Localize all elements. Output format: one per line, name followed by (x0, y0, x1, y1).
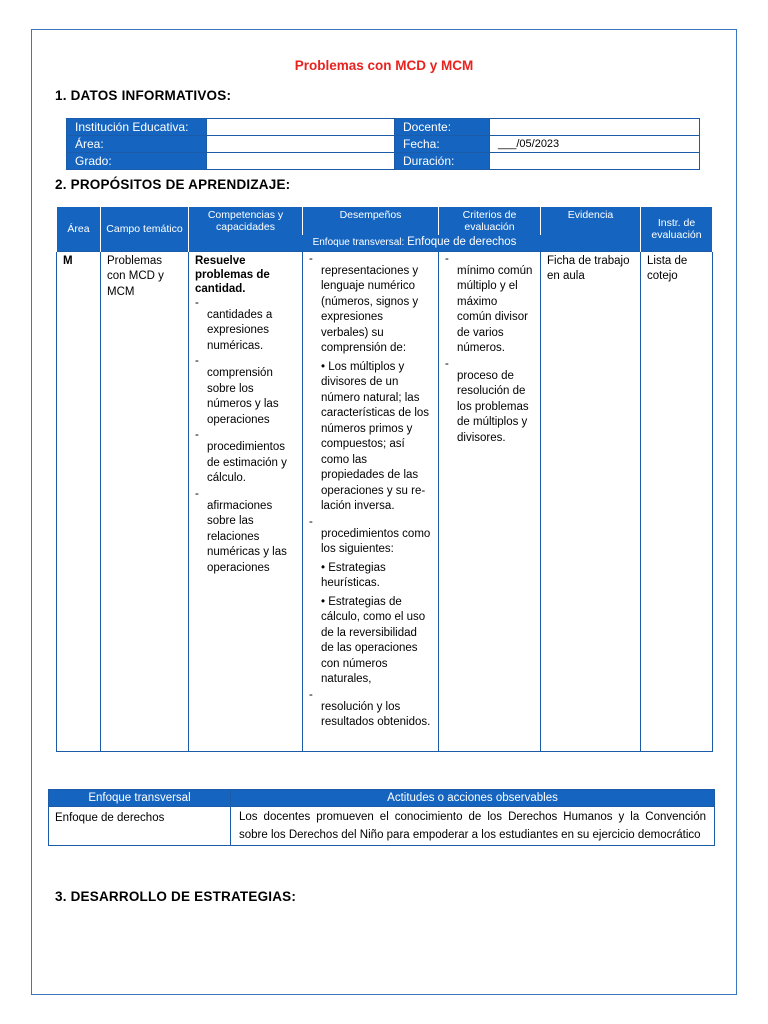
desempeno-text: resolución y los resultados obtenidos. (321, 700, 431, 728)
cell-desempenos (303, 251, 439, 751)
area-label: Área: (67, 136, 207, 153)
docente-field[interactable] (490, 119, 700, 136)
dash-marker: - (195, 487, 199, 500)
enfoque-header-right: Actitudes o acciones observables (231, 790, 715, 807)
criterio-text: mínimo común múltiplo y el máximo común divisor de varios números. (457, 264, 533, 354)
enfoque-header-left: Enfoque transversal (49, 790, 231, 807)
enfoque-table (48, 789, 715, 846)
cell-evidencia: Ficha de trabajo en aula (541, 251, 641, 751)
col-header-criterios: Criterios de evaluación (439, 207, 541, 235)
cell-instr: Lista de cotejo (641, 251, 713, 751)
desempeno-text: representaciones y lenguaje numérico (números, signos y expresiones verbales) su comprensión de: (321, 264, 419, 354)
info-row (67, 153, 700, 170)
institucion-field[interactable] (207, 119, 395, 136)
header-row (57, 207, 713, 235)
col-header-campo: Campo temático (101, 207, 189, 251)
criterio-text: proceso de resolución de los problemas de múltiplos y divisores. (457, 369, 529, 444)
capacidad-text: cantidades a expresiones numéricas. (207, 308, 273, 352)
col-header-competencias: Competencias y capacidades (189, 207, 303, 235)
capacidad-text: afirmaciones sobre las relaciones numéricas y las operaciones (207, 499, 287, 574)
col-header-instr: Instr. de evaluación (641, 207, 713, 251)
dash-marker: - (445, 357, 449, 370)
grado-label: Grado: (67, 153, 207, 170)
desempeno-bullet: • Estrategias heurísticas. (321, 561, 386, 589)
info-table (66, 118, 700, 170)
criterio-item (445, 254, 534, 357)
cell-competencias (189, 251, 303, 751)
capacidad-text: procedimientos de estimación y cálculo. (207, 441, 287, 484)
capacidad-item (195, 430, 296, 487)
desempeno-item (309, 517, 432, 688)
section-desarrollo: 3. DESARROLLO DE ESTRATEGIAS: (55, 889, 297, 904)
desempeno-item (309, 690, 432, 731)
page-title: Problemas con MCD y MCM (294, 58, 474, 73)
table-row (57, 251, 713, 751)
criterio-item (445, 359, 534, 447)
grado-field[interactable] (207, 153, 395, 170)
cell-area: M (57, 251, 101, 751)
desempeno-bullet: • Los múltiplos y divisores de un número natural; las características de los números primos y compuestos; así como las propiedades de las operaciones y su re-lación inversa. (321, 360, 430, 512)
capacidad-item (195, 298, 296, 355)
capacidad-text: comprensión sobre los números y las operaciones (207, 367, 279, 426)
fecha-field[interactable]: ___/05/2023 (490, 136, 700, 153)
docente-label: Docente: (395, 119, 490, 136)
col-header-desempenos: Desempeños (303, 207, 439, 235)
cell-criterios (439, 251, 541, 751)
institucion-label: Institución Educativa: (67, 119, 207, 136)
fecha-label: Fecha: (395, 136, 490, 153)
section-datos-informativos: 1. DATOS INFORMATIVOS: (55, 88, 232, 103)
duracion-label: Duración: (395, 153, 490, 170)
dash-marker: - (195, 429, 199, 441)
dash-marker: - (445, 252, 449, 265)
capacidad-item (195, 356, 296, 428)
desempeno-bullet: • Estrategias de cálculo, como el uso de la reversibilidad de las operaciones con números naturales, (321, 595, 426, 685)
col-header-evidencia: Evidencia (541, 207, 641, 235)
enfoque-name: Enfoque de derechos (49, 807, 231, 846)
enfoque-acciones: Los docentes promueven el conocimiento de los Derechos Humanos y la Convención sobre los Derechos del Niño para empoderar a los estudiantes en su ejercicio democrático (231, 807, 715, 846)
enfoque-header-row (49, 790, 715, 807)
section-propositos: 2. PROPÓSITOS DE APRENDIZAJE: (55, 177, 291, 192)
dash-marker: - (309, 252, 313, 265)
desempeno-text: procedimientos como los siguientes: (321, 527, 431, 555)
desempeno-item (309, 254, 432, 515)
info-row (67, 119, 700, 136)
cell-campo: Problemas con MCD y MCM (101, 251, 189, 751)
competencia-title: Resuelve problemas de cantidad. (195, 254, 270, 295)
table-row (49, 807, 715, 846)
enfoque-transversal-label: Enfoque transversal: (312, 237, 405, 249)
dash-marker: - (309, 515, 313, 528)
duracion-field[interactable] (490, 153, 700, 170)
area-field[interactable] (207, 136, 395, 153)
enfoque-transversal-value: Enfoque de derechos (407, 236, 517, 249)
col-header-area: Área (57, 207, 101, 251)
dash-marker: - (195, 355, 199, 367)
capacidad-item (195, 489, 296, 577)
dash-marker: - (309, 688, 313, 701)
dash-marker: - (195, 296, 199, 309)
info-row (67, 136, 700, 153)
enfoque-transversal-header (189, 235, 641, 251)
propositos-table (56, 207, 713, 752)
